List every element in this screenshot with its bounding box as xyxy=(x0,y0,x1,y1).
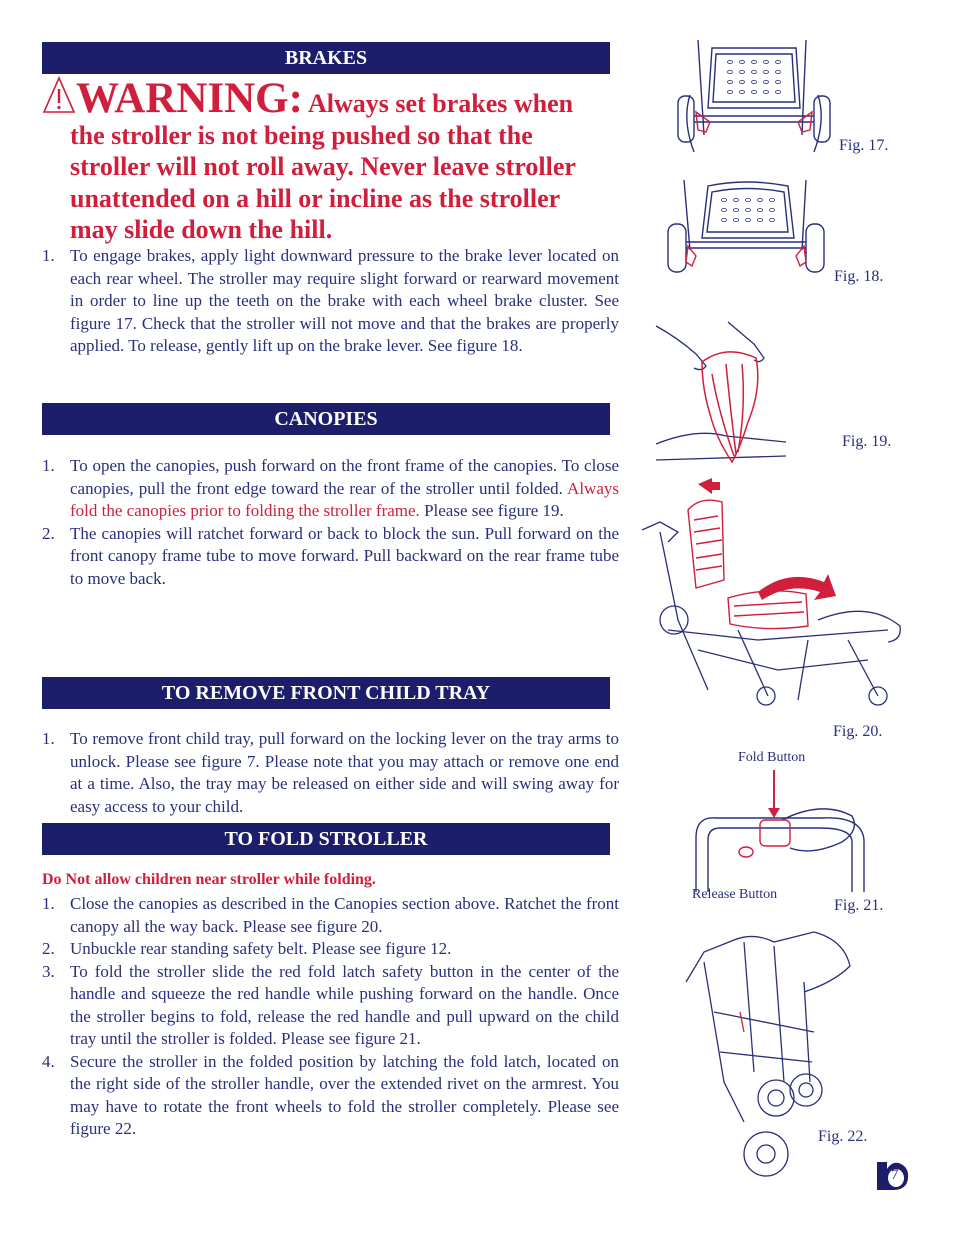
warning-triangle-icon xyxy=(42,76,76,114)
section-heading-canopies: CANOPIES xyxy=(42,403,610,435)
section-heading-fold-stroller: TO FOLD STROLLER xyxy=(42,823,610,855)
warning-line: unattended on a hill or incline as the stroller xyxy=(70,183,561,213)
list-item xyxy=(42,893,619,938)
figure-19-canopy-illustration xyxy=(656,318,786,468)
figure-19-caption: Fig. 19. xyxy=(842,433,892,450)
figure-22-caption: Fig. 22. xyxy=(818,1128,868,1145)
step-text: To engage brakes, apply light downward pressure to the brake lever located on each rear wheel. The stroller may require slight forward or rearward movement in order to line up the teeth on the brake with each wheel brake cluster. See figure 17. Check that the stroller will not move and that the brakes are properly applied. To release, gently lift up on the brake lever. See figure 18. xyxy=(70,246,619,355)
step-number: 2. xyxy=(42,939,55,958)
figure-21-caption: Fig. 21. xyxy=(834,897,884,914)
figure-18-brake-illustration xyxy=(666,180,828,280)
fold-button-label: Fold Button xyxy=(738,750,806,765)
canopies-steps xyxy=(42,455,619,590)
step-text: Close the canopies as described in the Canopies section above. Ratchet the front canopy all the way back. Please see figure 20. xyxy=(70,894,619,936)
step-caution-text: Always fold the canopies prior to folding the stroller frame. xyxy=(70,478,619,520)
list-item xyxy=(42,961,619,1051)
release-button-label: Release Button xyxy=(692,887,778,902)
list-item xyxy=(42,245,619,358)
step-text: Secure the stroller in the folded position by latching the fold latch, located on the right side of the stroller handle, over the extended rivet on the armrest. You may have to rotate the front wheels to fold the stroller completely. Please see figure 22. xyxy=(70,1051,619,1138)
warning-first-line xyxy=(42,76,617,120)
figure-20-stroller-illustration xyxy=(638,470,910,710)
step-text: Unbuckle rear standing safety belt. Please see figure 12. xyxy=(70,939,452,958)
fold-steps xyxy=(42,893,619,1141)
step-text: The canopies will ratchet forward or back to block the sun. Pull forward on the front canopy frame tube to move forward. Pull backward on the rear frame tube to move back. xyxy=(70,523,619,588)
step-text: Please see figure 19. xyxy=(424,501,564,520)
tray-steps xyxy=(42,728,619,818)
step-number: 1. xyxy=(42,729,55,748)
step-text: To open the canopies, push forward on the front frame of the canopies. To close canopies, pull the front edge toward the rear of the stroller until folded. xyxy=(70,456,619,498)
step-number: 3. xyxy=(42,961,55,981)
step-number: 1. xyxy=(42,246,55,265)
section-heading-brakes: BRAKES xyxy=(42,42,610,74)
list-item xyxy=(42,1051,619,1141)
warning-line: may slide down the hill. xyxy=(70,215,333,244)
list-item xyxy=(42,523,619,591)
page-number-badge xyxy=(875,1160,909,1192)
figure-21-handle-illustration xyxy=(682,770,882,892)
step-number: 1. xyxy=(42,456,55,475)
warning-line: stroller will not roll away. Never leave stroller xyxy=(70,152,576,181)
section-heading-remove-tray: TO REMOVE FRONT CHILD TRAY xyxy=(42,677,610,709)
step-number: 2. xyxy=(42,523,55,543)
list-item xyxy=(42,938,619,961)
warning-line: Always set brakes when xyxy=(308,89,574,118)
list-item xyxy=(42,728,619,818)
step-text: To fold the stroller slide the red fold latch safety button in the center of the handle and squeeze the red handle while pushing forward on the handle. Once the stroller begins to fold, release the red handle and pull upward on the child tray until the stroller is folded. Please see figure 21. xyxy=(70,961,619,1048)
warning-line: the stroller is not being pushed so that the xyxy=(70,120,533,150)
figure-18-caption: Fig. 18. xyxy=(834,268,884,285)
figure-17-caption: Fig. 17. xyxy=(839,137,889,154)
step-number: 4. xyxy=(42,1051,55,1071)
warning-block xyxy=(42,76,617,246)
brakes-steps xyxy=(42,245,619,358)
step-number: 1. xyxy=(42,894,55,913)
figure-17-brake-illustration xyxy=(676,40,836,170)
figure-20-caption: Fig. 20. xyxy=(833,723,883,740)
page-number: 7 xyxy=(891,1167,899,1183)
fold-caution: Do Not allow children near stroller while folding. xyxy=(42,871,376,888)
list-item xyxy=(42,455,619,523)
step-text: To remove front child tray, pull forward on the locking lever on the tray arms to unlock. Please see figure 7. Please note that you may attach or remove one end at a time. Also, the tray may be released on either side and will swing away for easy access to your child. xyxy=(70,729,619,816)
warning-word: WARNING: xyxy=(76,75,303,122)
